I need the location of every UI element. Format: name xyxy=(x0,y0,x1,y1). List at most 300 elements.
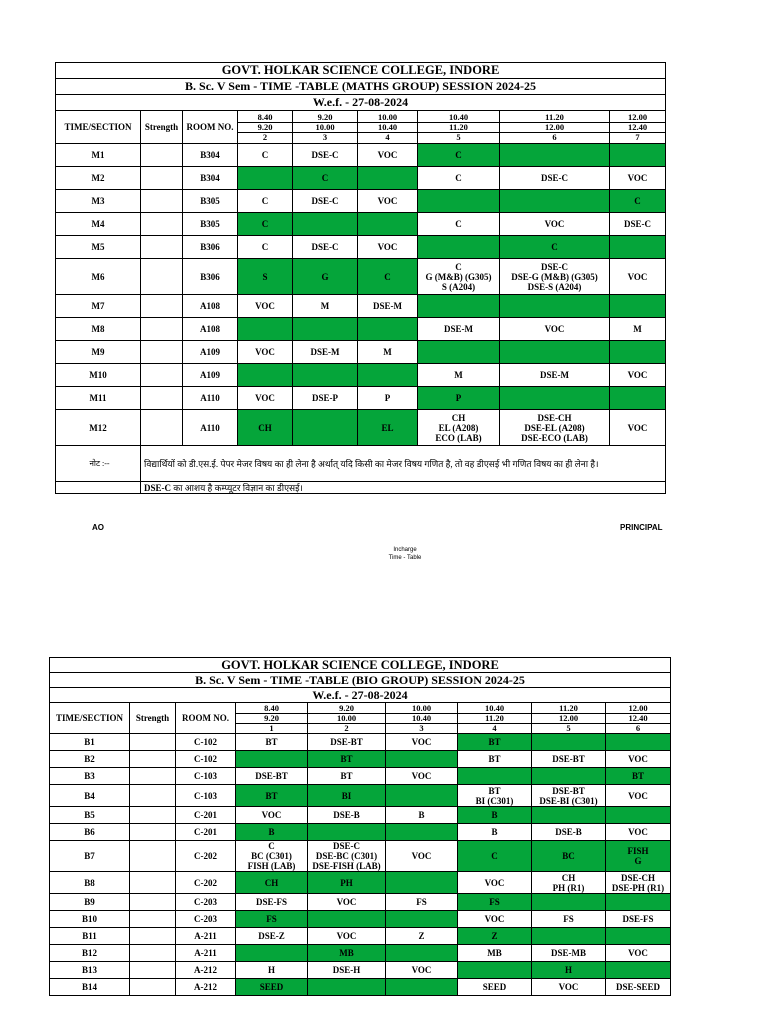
subject-cell xyxy=(532,734,606,751)
table-row xyxy=(50,979,671,996)
period-to: 12.00 xyxy=(500,123,609,133)
period-to: 10.00 xyxy=(308,714,385,724)
subject-cell: CH xyxy=(238,410,293,446)
effective-date: W.e.f. - 27-08-2024 xyxy=(50,688,671,703)
header-room-no: ROOM NO. xyxy=(183,111,238,144)
subject-cell: C xyxy=(458,841,532,872)
note-dse-c-meaning: का आशय है कम्प्यूटर विज्ञान का डीएसई। xyxy=(171,482,303,493)
effective-date: W.e.f. - 27-08-2024 xyxy=(56,95,666,111)
subject-cell: VOC xyxy=(458,872,532,894)
header-strength: Strength xyxy=(130,703,176,734)
table-row xyxy=(50,807,671,824)
subject-cell xyxy=(606,734,671,751)
section-cell: B14 xyxy=(50,979,130,996)
strength-cell xyxy=(130,945,176,962)
period-header xyxy=(308,703,386,734)
maths-timetable xyxy=(55,62,666,494)
period-to: 11.20 xyxy=(418,123,499,133)
subject-cell: BT xyxy=(236,734,308,751)
subject-cell: C xyxy=(358,259,418,295)
period-from: 9.20 xyxy=(308,704,385,714)
section-cell: M8 xyxy=(56,318,141,341)
table-row xyxy=(50,894,671,911)
table-row xyxy=(56,236,666,259)
timetable-title: B. Sc. V Sem - TIME -TABLE (BIO GROUP) SESSION 2024-25 xyxy=(50,673,671,688)
room-cell: C-203 xyxy=(176,894,236,911)
table-row xyxy=(50,734,671,751)
subject-cell: VOC xyxy=(358,236,418,259)
subject-cell: VOC xyxy=(610,364,666,387)
subject-cell xyxy=(610,144,666,167)
subject-cell: VOC xyxy=(358,144,418,167)
period-from: 8.40 xyxy=(238,113,292,123)
period-header xyxy=(500,111,610,144)
room-cell: A110 xyxy=(183,387,238,410)
subject-cell xyxy=(610,341,666,364)
room-cell: A-211 xyxy=(176,928,236,945)
subject-cell: G xyxy=(293,259,358,295)
strength-cell xyxy=(141,410,183,446)
subject-cell: PH xyxy=(308,872,386,894)
table-row xyxy=(56,190,666,213)
subject-cell xyxy=(386,979,458,996)
subject-cell: MB xyxy=(458,945,532,962)
subject-cell: H xyxy=(532,962,606,979)
room-cell: A108 xyxy=(183,295,238,318)
subject-cell: VOC xyxy=(386,962,458,979)
subject-cell: DSE-B xyxy=(532,824,606,841)
subject-cell xyxy=(358,318,418,341)
subject-cell: VOC xyxy=(238,387,293,410)
table-row xyxy=(56,167,666,190)
strength-cell xyxy=(130,785,176,807)
section-cell: B6 xyxy=(50,824,130,841)
table-row xyxy=(56,387,666,410)
section-cell: B12 xyxy=(50,945,130,962)
strength-cell xyxy=(130,824,176,841)
subject-cell xyxy=(293,318,358,341)
subject-cell: M xyxy=(418,364,500,387)
table-row xyxy=(56,259,666,295)
subject-cell xyxy=(606,928,671,945)
section-cell: M9 xyxy=(56,341,141,364)
subject-cell: VOC xyxy=(238,295,293,318)
header-time-section: TIME/SECTION xyxy=(56,111,141,144)
table-row xyxy=(50,841,671,872)
subject-cell xyxy=(386,872,458,894)
strength-cell xyxy=(130,751,176,768)
period-to: 10.40 xyxy=(358,123,417,133)
table-row xyxy=(56,213,666,236)
period-num: 3 xyxy=(419,722,424,733)
table-row xyxy=(50,945,671,962)
strength-cell xyxy=(130,979,176,996)
subject-cell xyxy=(500,190,610,213)
table-row xyxy=(50,928,671,945)
strength-cell xyxy=(130,962,176,979)
subject-cell xyxy=(500,387,610,410)
section-cell: B13 xyxy=(50,962,130,979)
note-label-blank xyxy=(56,482,141,494)
room-cell: B305 xyxy=(183,190,238,213)
subject-cell: VOC xyxy=(458,911,532,928)
subject-cell: VOC xyxy=(236,807,308,824)
subject-cell xyxy=(238,318,293,341)
period-num: 1 xyxy=(269,722,274,733)
room-cell: C-201 xyxy=(176,824,236,841)
subject-cell: VOC xyxy=(610,410,666,446)
subject-cell: VOC xyxy=(386,768,458,785)
subject-cell: DSE-M xyxy=(358,295,418,318)
subject-cell: DSE-C xyxy=(293,236,358,259)
section-cell: M7 xyxy=(56,295,141,318)
strength-cell xyxy=(141,167,183,190)
subject-cell: DSE-FS xyxy=(236,894,308,911)
subject-cell: VOC xyxy=(532,979,606,996)
subject-cell: VOC xyxy=(606,824,671,841)
subject-cell: DSE-SEED xyxy=(606,979,671,996)
subject-cell: BT xyxy=(458,751,532,768)
period-from: 10.00 xyxy=(358,113,417,123)
subject-cell: VOC xyxy=(308,928,386,945)
period-header xyxy=(236,703,308,734)
note-text-2 xyxy=(141,482,666,494)
period-num: 5 xyxy=(566,722,571,733)
period-from: 10.40 xyxy=(458,704,531,714)
room-cell: B304 xyxy=(183,167,238,190)
subject-cell: DSE-C DSE-BC (C301) DSE-FISH (LAB) xyxy=(308,841,386,872)
subject-cell xyxy=(500,295,610,318)
subject-cell: DSE-BT xyxy=(236,768,308,785)
subject-cell: FISH G xyxy=(606,841,671,872)
section-cell: B1 xyxy=(50,734,130,751)
subject-cell: C xyxy=(293,167,358,190)
subject-cell: VOC xyxy=(610,167,666,190)
subject-cell xyxy=(606,894,671,911)
subject-cell: DSE-C xyxy=(500,167,610,190)
subject-cell: BT xyxy=(606,768,671,785)
subject-cell: VOC xyxy=(358,190,418,213)
period-num: 3 xyxy=(322,131,328,142)
room-cell: A-212 xyxy=(176,962,236,979)
subject-cell: BT BI (C301) xyxy=(458,785,532,807)
subject-cell: DSE-P xyxy=(293,387,358,410)
subject-cell: FS xyxy=(236,911,308,928)
subject-cell xyxy=(532,807,606,824)
subject-cell: DSE-H xyxy=(308,962,386,979)
subject-cell: DSE-FS xyxy=(606,911,671,928)
subject-cell: DSE-Z xyxy=(236,928,308,945)
section-cell: M4 xyxy=(56,213,141,236)
subject-cell: P xyxy=(358,387,418,410)
strength-cell xyxy=(141,364,183,387)
period-header xyxy=(532,703,606,734)
subject-cell xyxy=(386,785,458,807)
header-time-section: TIME/SECTION xyxy=(50,703,130,734)
subject-cell: BT xyxy=(308,768,386,785)
subject-cell xyxy=(358,167,418,190)
subject-cell: DSE-C xyxy=(293,190,358,213)
section-cell: M12 xyxy=(56,410,141,446)
subject-cell xyxy=(418,295,500,318)
subject-cell xyxy=(293,364,358,387)
subject-cell: C xyxy=(500,236,610,259)
section-cell: M11 xyxy=(56,387,141,410)
note-dse-c: DSE-C xyxy=(144,482,172,493)
subject-cell: SEED xyxy=(458,979,532,996)
table-row xyxy=(56,341,666,364)
period-from: 12.00 xyxy=(610,113,665,123)
period-to: 12.40 xyxy=(610,123,665,133)
subject-cell: CH PH (R1) xyxy=(532,872,606,894)
timetable-title: B. Sc. V Sem - TIME -TABLE (MATHS GROUP) SESSION 2024-25 xyxy=(56,79,666,95)
subject-cell: EL xyxy=(358,410,418,446)
section-cell: M6 xyxy=(56,259,141,295)
subject-cell: BC xyxy=(532,841,606,872)
strength-cell xyxy=(141,144,183,167)
subject-cell: FS xyxy=(458,894,532,911)
room-cell: A109 xyxy=(183,364,238,387)
subject-cell: VOC xyxy=(606,751,671,768)
period-num: 2 xyxy=(344,722,349,733)
subject-cell: VOC xyxy=(308,894,386,911)
strength-cell xyxy=(130,768,176,785)
subject-cell: CH EL (A208) ECO (LAB) xyxy=(418,410,500,446)
subject-cell: DSE-BT xyxy=(308,734,386,751)
subject-cell: BI xyxy=(308,785,386,807)
subject-cell xyxy=(418,341,500,364)
subject-cell: BT xyxy=(308,751,386,768)
table-row xyxy=(50,911,671,928)
room-cell: C-202 xyxy=(176,841,236,872)
table-row xyxy=(56,364,666,387)
subject-cell: M xyxy=(610,318,666,341)
table-row xyxy=(50,962,671,979)
subject-cell: C xyxy=(418,213,500,236)
subject-cell: VOC xyxy=(606,945,671,962)
strength-cell xyxy=(130,894,176,911)
subject-cell: M xyxy=(358,341,418,364)
period-to: 12.00 xyxy=(532,714,605,724)
strength-cell xyxy=(141,341,183,364)
subject-cell: VOC xyxy=(500,213,610,236)
room-cell: B306 xyxy=(183,236,238,259)
section-cell: M2 xyxy=(56,167,141,190)
section-cell: B10 xyxy=(50,911,130,928)
period-header xyxy=(238,111,293,144)
period-header xyxy=(418,111,500,144)
bio-timetable xyxy=(49,657,671,996)
room-cell: B304 xyxy=(183,144,238,167)
subject-cell xyxy=(386,751,458,768)
subject-cell: C xyxy=(238,144,293,167)
room-cell: C-203 xyxy=(176,911,236,928)
subject-cell: DSE-BT DSE-BI (C301) xyxy=(532,785,606,807)
subject-cell xyxy=(610,387,666,410)
table-row xyxy=(50,824,671,841)
subject-cell xyxy=(238,364,293,387)
subject-cell: VOC xyxy=(610,259,666,295)
room-cell: B306 xyxy=(183,259,238,295)
subject-cell: S xyxy=(238,259,293,295)
subject-cell: P xyxy=(418,387,500,410)
subject-cell xyxy=(532,928,606,945)
period-to: 9.20 xyxy=(236,714,307,724)
strength-cell xyxy=(141,236,183,259)
section-cell: B9 xyxy=(50,894,130,911)
header-room-no: ROOM NO. xyxy=(176,703,236,734)
subject-cell xyxy=(610,295,666,318)
strength-cell xyxy=(141,259,183,295)
subject-cell: BT xyxy=(236,785,308,807)
strength-cell xyxy=(130,807,176,824)
table-row xyxy=(56,295,666,318)
period-num: 4 xyxy=(492,722,497,733)
period-to: 10.00 xyxy=(293,123,357,133)
subject-cell: B xyxy=(236,824,308,841)
subject-cell: DSE-B xyxy=(308,807,386,824)
strength-cell xyxy=(130,841,176,872)
strength-cell xyxy=(130,734,176,751)
strength-cell xyxy=(141,295,183,318)
section-cell: B7 xyxy=(50,841,130,872)
subject-cell: C xyxy=(418,144,500,167)
table-row xyxy=(50,768,671,785)
subject-cell: C BC (C301) FISH (LAB) xyxy=(236,841,308,872)
subject-cell: DSE-MB xyxy=(532,945,606,962)
room-cell: A109 xyxy=(183,341,238,364)
subject-cell: C xyxy=(610,190,666,213)
subject-cell xyxy=(358,364,418,387)
note-label: नोट :-- xyxy=(56,446,141,482)
subject-cell: B xyxy=(386,807,458,824)
section-cell: B2 xyxy=(50,751,130,768)
subject-cell: DSE-CH DSE-EL (A208) DSE-ECO (LAB) xyxy=(500,410,610,446)
period-header xyxy=(386,703,458,734)
subject-cell xyxy=(606,962,671,979)
period-header xyxy=(610,111,666,144)
subject-cell: VOC xyxy=(606,785,671,807)
subject-cell: DSE-M xyxy=(418,318,500,341)
period-num: 6 xyxy=(635,722,641,733)
subject-cell xyxy=(386,911,458,928)
subject-cell: DSE-C DSE-G (M&B) (G305) DSE-S (A204) xyxy=(500,259,610,295)
subject-cell: C xyxy=(238,236,293,259)
room-cell: C-102 xyxy=(176,751,236,768)
period-num: 6 xyxy=(552,131,557,142)
period-from: 11.20 xyxy=(532,704,605,714)
subject-cell: VOC xyxy=(500,318,610,341)
room-cell: A108 xyxy=(183,318,238,341)
subject-cell xyxy=(500,144,610,167)
section-cell: B5 xyxy=(50,807,130,824)
subject-cell: M xyxy=(293,295,358,318)
period-to: 9.20 xyxy=(238,123,292,133)
subject-cell xyxy=(293,410,358,446)
header-strength: Strength xyxy=(141,111,183,144)
section-cell: B8 xyxy=(50,872,130,894)
principal-signature: PRINCIPAL xyxy=(620,523,663,532)
subject-cell: H xyxy=(236,962,308,979)
section-cell: M10 xyxy=(56,364,141,387)
period-from: 12.00 xyxy=(606,704,670,714)
strength-cell xyxy=(130,911,176,928)
table-row xyxy=(50,872,671,894)
table-row xyxy=(50,785,671,807)
period-from: 8.40 xyxy=(236,704,307,714)
subject-cell xyxy=(308,824,386,841)
subject-cell: SEED xyxy=(236,979,308,996)
room-cell: A-212 xyxy=(176,979,236,996)
period-num: 2 xyxy=(262,131,268,142)
subject-cell xyxy=(236,945,308,962)
subject-cell: VOC xyxy=(238,341,293,364)
subject-cell: C xyxy=(238,213,293,236)
room-cell: A110 xyxy=(183,410,238,446)
subject-cell: B xyxy=(458,824,532,841)
period-num: 4 xyxy=(385,131,390,142)
strength-cell xyxy=(141,318,183,341)
table-row xyxy=(50,751,671,768)
subject-cell xyxy=(293,213,358,236)
subject-cell: DSE-CH DSE-PH (R1) xyxy=(606,872,671,894)
subject-cell: DSE-M xyxy=(293,341,358,364)
period-header xyxy=(606,703,671,734)
period-to: 10.40 xyxy=(386,714,457,724)
period-header xyxy=(358,111,418,144)
room-cell: C-103 xyxy=(176,785,236,807)
period-to: 11.20 xyxy=(458,714,531,724)
section-cell: M1 xyxy=(56,144,141,167)
subject-cell xyxy=(386,945,458,962)
subject-cell: Z xyxy=(458,928,532,945)
section-cell: B11 xyxy=(50,928,130,945)
subject-cell xyxy=(610,236,666,259)
college-title: GOVT. HOLKAR SCIENCE COLLEGE, INDORE xyxy=(56,63,666,79)
subject-cell: DSE-M xyxy=(500,364,610,387)
subject-cell xyxy=(418,190,500,213)
subject-cell xyxy=(236,751,308,768)
table-row xyxy=(56,318,666,341)
room-cell: B305 xyxy=(183,213,238,236)
period-header xyxy=(458,703,532,734)
note-text-1: विद्यार्थियों को डी.एस.ई. पेपर मेजर विषय का ही लेना है अर्थात् यदि किसी का मेजर विषय गणित है, तो वह डीएसई भी गणित विषय का ही लेना है। xyxy=(141,446,666,482)
subject-cell xyxy=(308,911,386,928)
strength-cell xyxy=(141,387,183,410)
subject-cell: VOC xyxy=(386,734,458,751)
subject-cell: VOC xyxy=(386,841,458,872)
table-row xyxy=(56,144,666,167)
subject-cell: FS xyxy=(386,894,458,911)
subject-cell: DSE-BT xyxy=(532,751,606,768)
strength-cell xyxy=(130,872,176,894)
subject-cell xyxy=(532,768,606,785)
subject-cell xyxy=(532,894,606,911)
subject-cell xyxy=(458,768,532,785)
subject-cell: CH xyxy=(236,872,308,894)
period-from: 9.20 xyxy=(293,113,357,123)
section-cell: B3 xyxy=(50,768,130,785)
table-row xyxy=(56,410,666,446)
strength-cell xyxy=(141,190,183,213)
strength-cell xyxy=(141,213,183,236)
subject-cell: B xyxy=(458,807,532,824)
subject-cell xyxy=(500,341,610,364)
subject-cell: BT xyxy=(458,734,532,751)
subject-cell xyxy=(386,824,458,841)
subject-cell: C G (M&B) (G305) S (A204) xyxy=(418,259,500,295)
subject-cell xyxy=(418,236,500,259)
